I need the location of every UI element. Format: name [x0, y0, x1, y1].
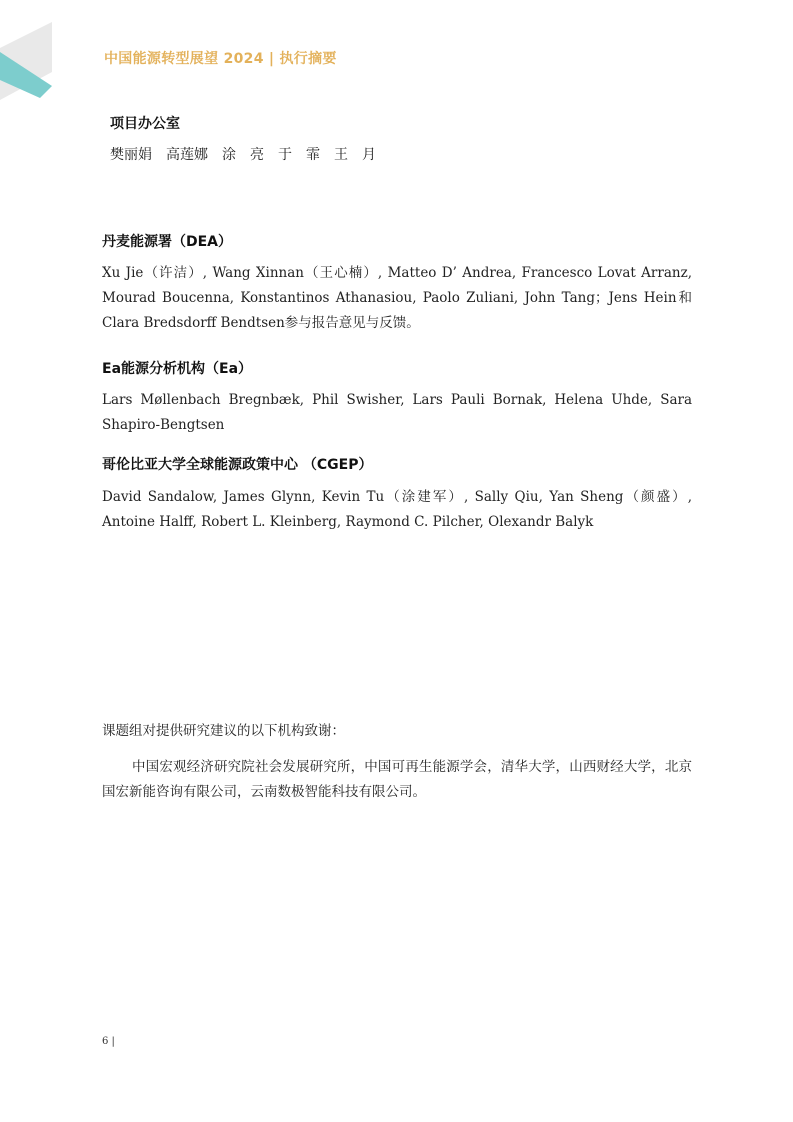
cgep-heading: 哥伦比亚大学全球能源政策中心 （CGEP） [102, 457, 373, 473]
cgep-contributors: David Sandalow, James Glynn, Kevin Tu（涂建军）, Sally Qiu, Yan Sheng（颜盛）, Antoine Halff, Robert L. Kleinberg, Raymond C. Pilcher, Olexandr Balyk [102, 489, 692, 530]
project-office-heading: 项目办公室 [110, 116, 180, 132]
acknowledgement-intro: 课题组对提供研究建议的以下机构致谢： [102, 723, 345, 739]
document-header-title: 中国能源转型展望 2024 | 执行摘要 [104, 51, 337, 67]
ea-contributors: Lars Møllenbach Bregnbæk, Phil Swisher, Lars Pauli Bornak, Helena Uhde, Sara Shapiro-Bengtsen [102, 392, 692, 433]
ea-heading: Ea能源分析机构（Ea） [102, 361, 253, 377]
dea-heading: 丹麦能源署（DEA） [102, 234, 233, 250]
project-office-members: 樊丽娟 高莲娜 涂 亮 于 霏 王 月 [110, 147, 376, 163]
corner-decoration [0, 0, 60, 110]
dea-contributors: Xu Jie（许洁）, Wang Xinnan（王心楠）, Matteo D’ Andrea, Francesco Lovat Arranz, Mourad Boucenna, Konstantinos Athanasiou, Paolo Zuliani, John Tang；Jens Hein和Clara Bredsdorff Bendtsen参与报告意见与反馈。 [102, 265, 692, 331]
page-number: 6 | [102, 1036, 115, 1047]
acknowledgement-institutions: 中国宏观经济研究院社会发展研究所，中国可再生能源学会，清华大学，山西财经大学，北京国宏新能咨询有限公司，云南数极智能科技有限公司。 [102, 759, 692, 800]
